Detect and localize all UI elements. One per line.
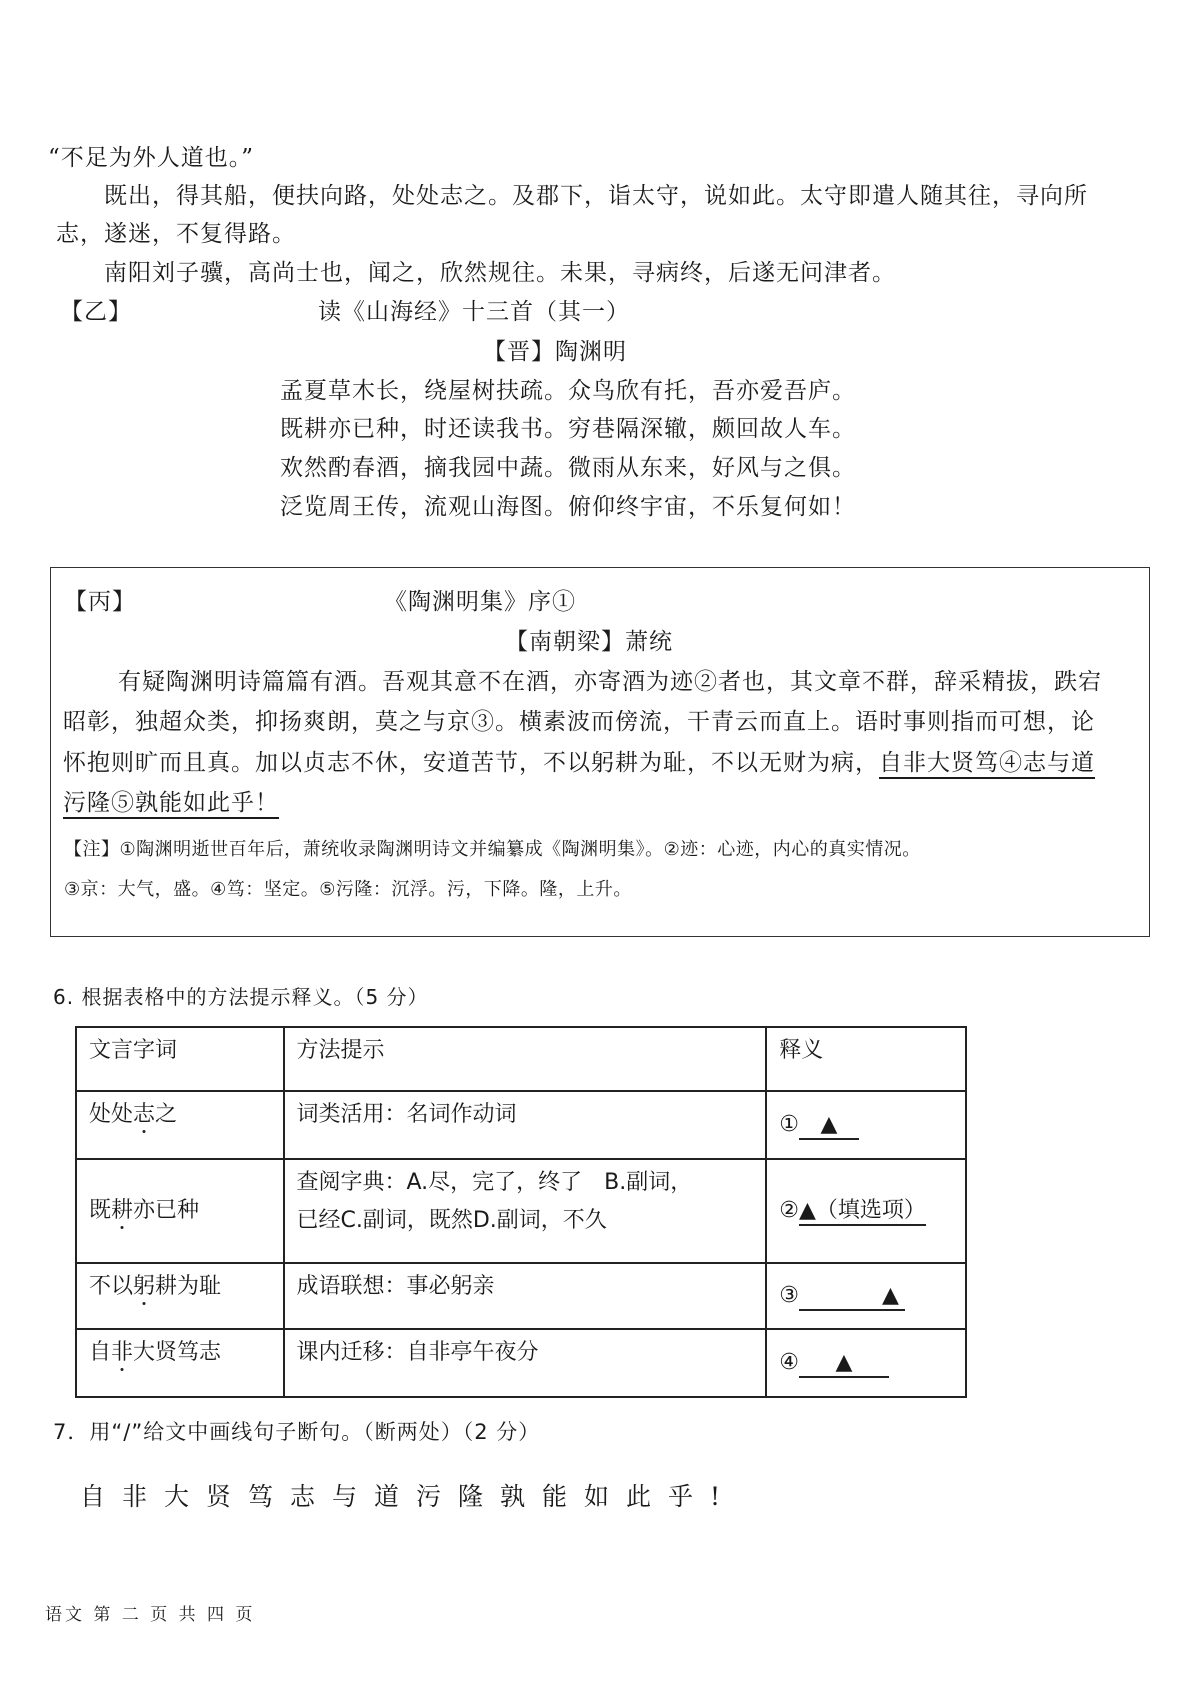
q7-sentence[interactable]: 自非大贤笃志与道污隆孰能如此乎! (80, 1482, 738, 1511)
poem-line: 既耕亦已种，时还读我书。穷巷隔深辙，颇回故人车。 (280, 416, 856, 442)
word-cell: 既耕亦已种 (76, 1159, 284, 1263)
poem-line: 泛览周王传，流观山海图。俯仰终宇宙，不乐复何如！ (280, 494, 856, 520)
bing-title: 《陶渊明集》序① (384, 589, 576, 615)
hint-cell: 成语联想：事必躬亲 (284, 1263, 767, 1329)
header-hint: 方法提示 (284, 1027, 767, 1091)
word-cell: 自非大贤笃志 (76, 1329, 284, 1397)
dotted-char: 非 (111, 1340, 134, 1365)
hint-cell: 词类活用：名词作动词 (284, 1091, 767, 1159)
dotted-char: 志 (133, 1102, 156, 1127)
table-row (76, 1263, 966, 1329)
underlined-sentence-part-1: 自非大贤笃④志与道 (879, 750, 1095, 779)
jia-line-3: 志，遂迷，不复得路。 (56, 221, 296, 247)
bing-note-1: 【注】①陶渊明逝世百年后，萧统收录陶渊明诗文并编纂成《陶渊明集》。②迹：心迹，内心的真实情况。 (64, 839, 921, 860)
answer-blank[interactable]: ▲（填选项） (799, 1198, 926, 1226)
hint-cell: 查阅字典：A.尽，完了，终了 B.副词， 已经C.副词，既然D.副词，不久 (284, 1159, 767, 1263)
bing-author: 【南朝梁】萧统 (505, 629, 673, 655)
bing-line-3 (63, 748, 1095, 778)
yi-label: 【乙】 (60, 299, 132, 325)
q6-table (75, 1026, 967, 1398)
bing-note-2: ③京：大气，盛。④笃：坚定。⑤污隆：沉浮。污，下降。隆，上升。 (64, 879, 632, 900)
answer-blank[interactable]: ▲ (799, 1283, 905, 1311)
word-cell: 处处志之 (76, 1091, 284, 1159)
bing-label: 【丙】 (64, 589, 136, 615)
jia-line-4: 南阳刘子骥，高尚士也，闻之，欣然规往。未果，寻病终，后遂无问津者。 (104, 260, 896, 286)
bing-line-1: 有疑陶渊明诗篇篇有酒。吾观其意不在酒，亦寄酒为迹②者也，其文章不群，辞采精拔，跌宕 (118, 669, 1102, 695)
answer-cell[interactable]: ③ ▲ (766, 1263, 966, 1329)
table-row (76, 1091, 966, 1159)
poem-line: 欢然酌春酒，摘我园中蔬。微雨从东来，好风与之俱。 (280, 455, 856, 481)
bing-line-4 (63, 788, 279, 818)
answer-blank[interactable]: ▲ (799, 1112, 859, 1140)
poem-line: 孟夏草木长，绕屋树扶疏。众鸟欣有托，吾亦爱吾庐。 (280, 378, 856, 404)
yi-title: 读《山海经》十三首（其一） (318, 299, 630, 325)
dotted-char: 耕 (111, 1198, 134, 1223)
table-header-row (76, 1027, 966, 1091)
answer-cell[interactable]: ① ▲ (766, 1091, 966, 1159)
answer-cell[interactable]: ②▲（填选项） (766, 1159, 966, 1263)
header-meaning: 释义 (766, 1027, 966, 1091)
yi-author: 【晋】陶渊明 (483, 339, 627, 365)
dotted-char: 躬 (133, 1274, 156, 1299)
q7-prompt: 7．用“/”给文中画线句子断句。（断两处）（2 分） (53, 1420, 541, 1444)
bing-line-3-text: 怀抱则旷而且真。加以贞志不休，安道苦节，不以躬耕为耻，不以无财为病， (63, 750, 879, 776)
word-cell: 不以躬耕为耻 (76, 1263, 284, 1329)
page-footer: 语文 第 二 页 共 四 页 (45, 1605, 256, 1625)
jia-line-1: “不足为外人道也。” (48, 145, 255, 171)
table-row (76, 1329, 966, 1397)
hint-cell: 课内迁移：自非亭午夜分 (284, 1329, 767, 1397)
answer-blank[interactable]: ▲ (799, 1350, 889, 1378)
jia-line-2: 既出，得其船，便扶向路，处处志之。及郡下，诣太守，说如此。太守即遣人随其往，寻向所 (104, 183, 1088, 209)
answer-cell[interactable]: ④ ▲ (766, 1329, 966, 1397)
table-row (76, 1159, 966, 1263)
q6-prompt: 6. 根据表格中的方法提示释义。（5 分） (53, 985, 429, 1009)
bing-line-2: 昭彰，独超众类，抑扬爽朗，莫之与京③。横素波而傍流，干青云而直上。语时事则指而可想，论 (63, 709, 1095, 735)
underlined-sentence-part-2: 污隆⑤孰能如此乎！ (63, 790, 279, 819)
header-word: 文言字词 (76, 1027, 284, 1091)
